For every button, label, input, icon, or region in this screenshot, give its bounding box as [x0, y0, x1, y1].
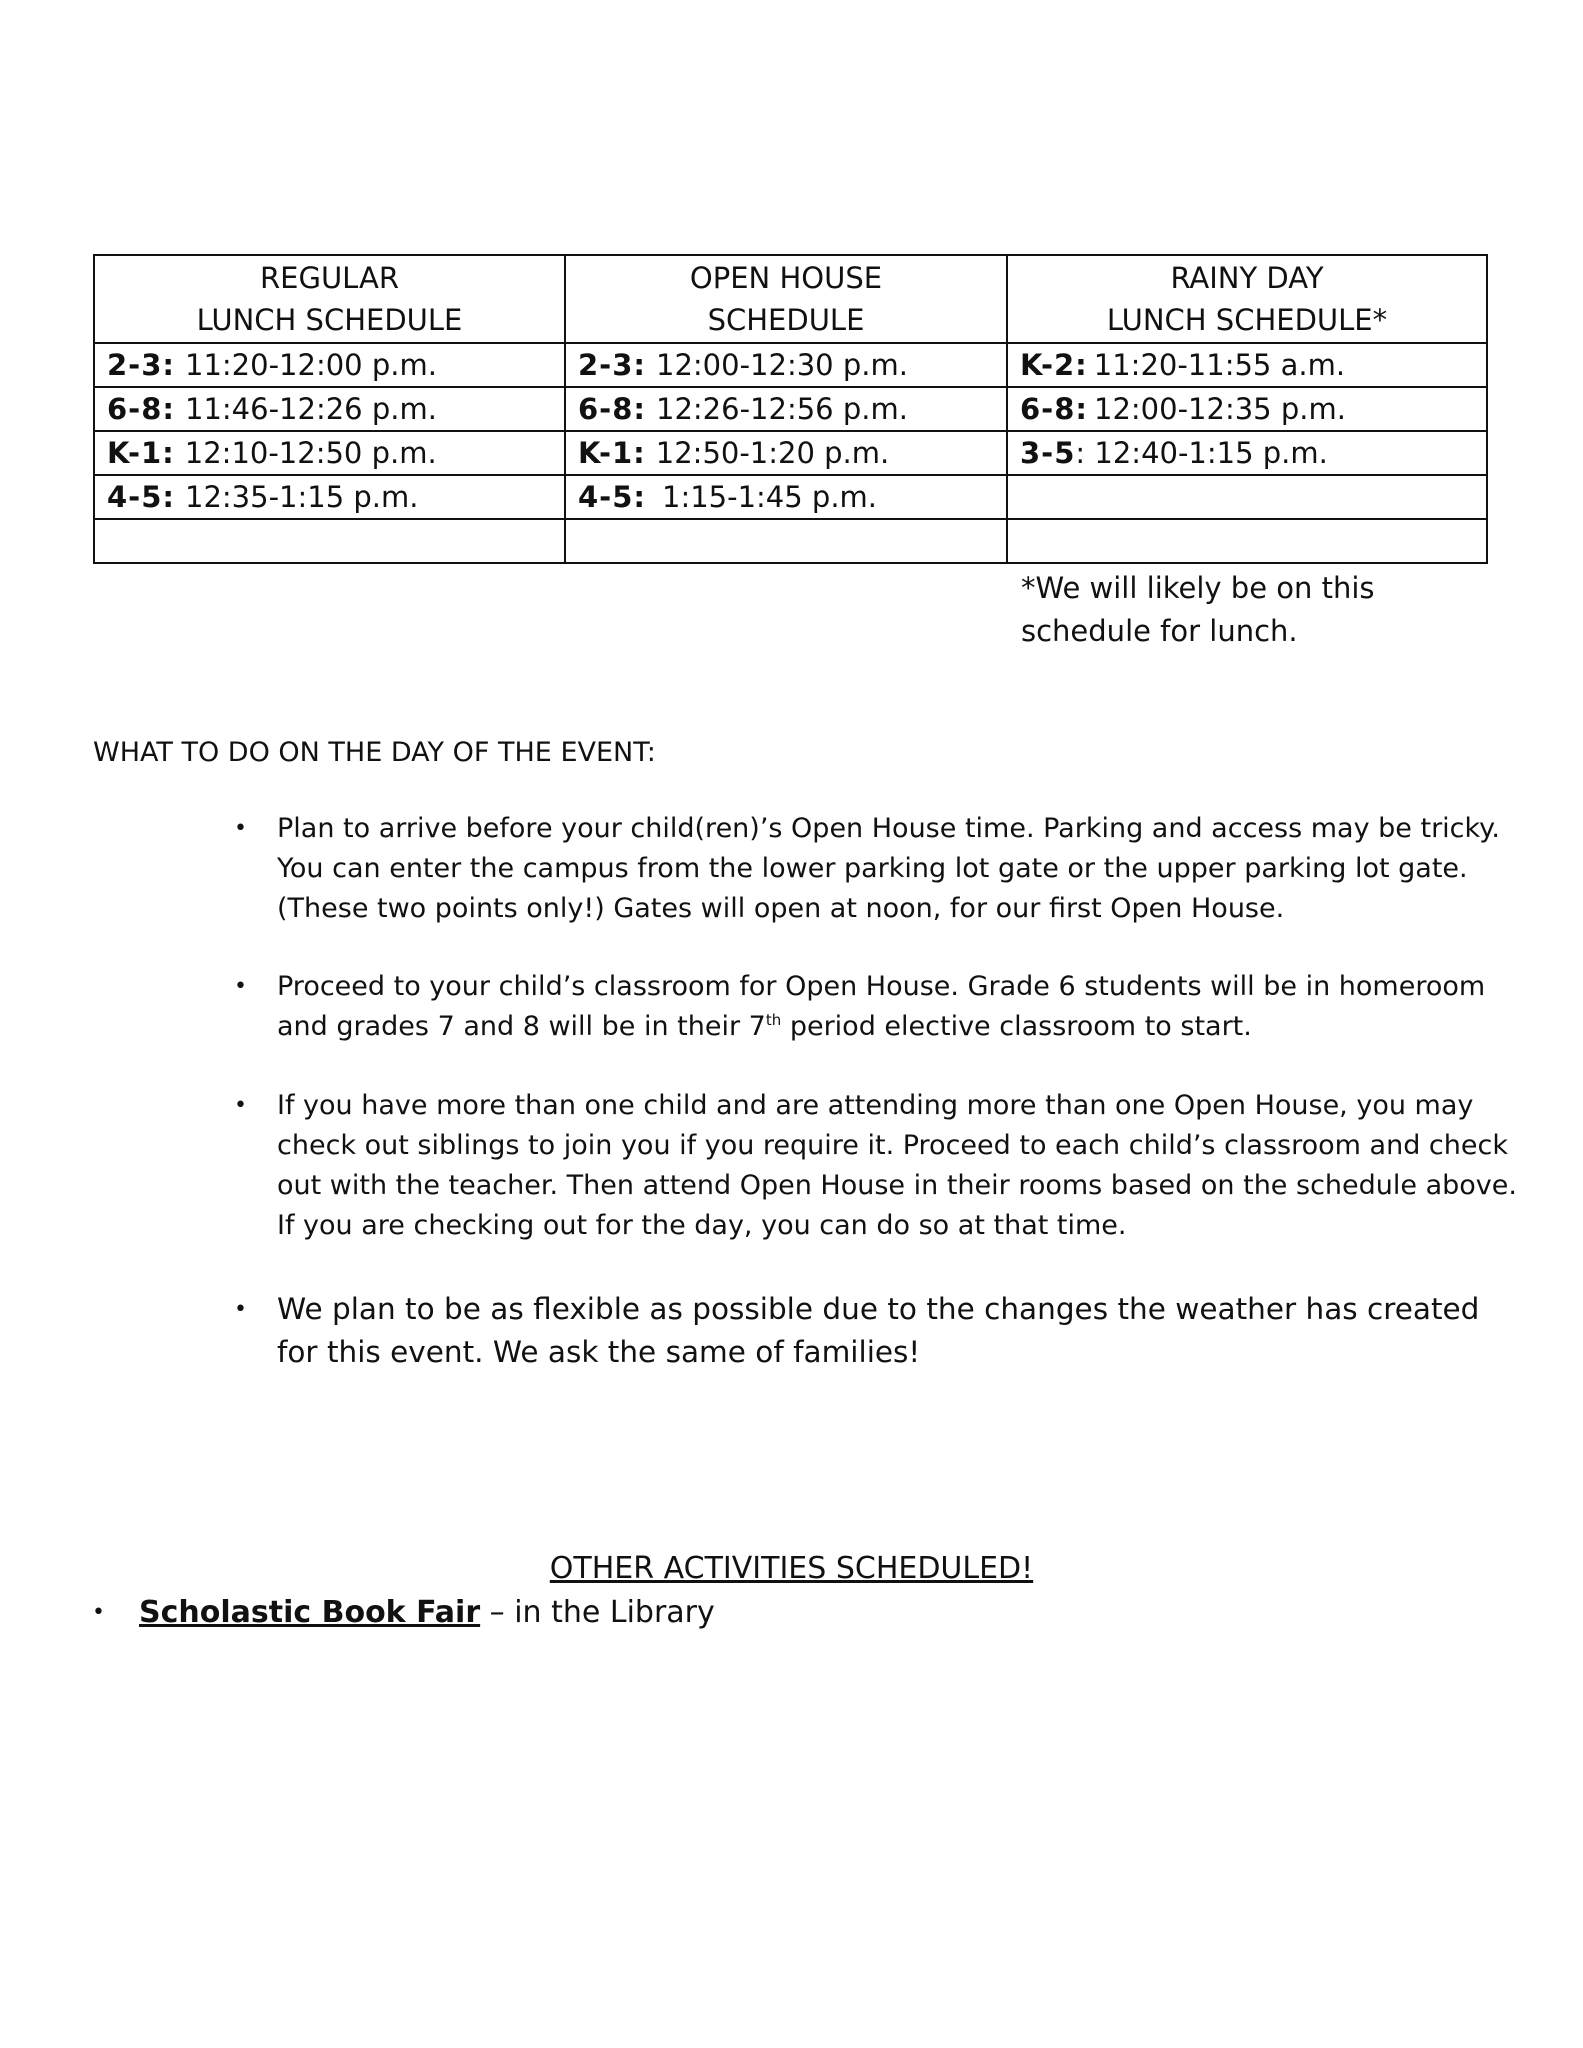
list-item: • If you have more than one child and are attending more than one Open House, you may check out siblings to join you if you require it. Proceed to each child’s classroom and check out with the teacher. Then attend Open House in their rooms based on the schedule above. If you are checking out for the day, you can do so at that time.: [277, 1086, 1502, 1246]
regular-lunch-header: REGULAR LUNCH SCHEDULE: [94, 255, 565, 343]
grade-label: 2-3:: [578, 348, 646, 382]
bullet-icon: •: [234, 1297, 247, 1322]
table-cell: [1007, 431, 1487, 475]
table-cell: [94, 431, 565, 475]
bullet-icon: •: [234, 974, 247, 999]
what-to-do-heading: WHAT TO DO ON THE DAY OF THE EVENT:: [93, 737, 656, 768]
grade-label: 6-8:: [578, 392, 646, 426]
rainy-day-footnote: *We will likely be on this schedule for lunch.: [1021, 571, 1375, 648]
time-range: 1:15-1:45 p.m.: [662, 480, 878, 514]
bullet-icon: •: [234, 816, 247, 841]
bullet-icon: •: [234, 1093, 247, 1118]
activity-name: Scholastic Book Fair: [139, 1595, 481, 1630]
table-cell: [565, 387, 1007, 431]
table-cell: [94, 475, 565, 519]
time-range: 12:00-12:35 p.m.: [1094, 392, 1346, 426]
time-range: 11:20-12:00 p.m.: [185, 348, 437, 382]
activity-detail: – in the Library: [480, 1595, 715, 1630]
time-range: 12:00-12:30 p.m.: [656, 348, 908, 382]
time-range: 11:20-11:55 a.m.: [1093, 348, 1346, 382]
grade-label: K-1:: [107, 436, 175, 470]
list-item: • We plan to be as flexible as possible due to the changes the weather has created for this event. We ask the same of families!: [277, 1288, 1502, 1374]
table-cell: [1007, 387, 1487, 431]
time-range: 12:50-1:20 p.m.: [655, 436, 890, 470]
grade-label: 4-5:: [578, 480, 646, 514]
open-house-header: OPEN HOUSE SCHEDULE: [565, 255, 1007, 343]
table-cell: [94, 519, 565, 563]
lunch-schedule-table: [93, 254, 1488, 564]
time-range: 12:35-1:15 p.m.: [185, 480, 419, 514]
table-cell: [94, 343, 565, 387]
list-item: • Plan to arrive before your child(ren)’s Open House time. Parking and access may be tricky. You can enter the campus from the lower parking lot gate or the upper parking lot gate. (These two points only!) Gates will open at noon, for our first Open House.: [277, 809, 1502, 929]
table-row: [94, 519, 1487, 563]
grade-label: 6-8:: [1020, 392, 1088, 426]
table-row: [94, 343, 1487, 387]
table-row: [94, 475, 1487, 519]
time-range: 12:10-12:50 p.m.: [184, 436, 437, 470]
grade-label: 3-5: [1020, 436, 1076, 470]
list-item: • Proceed to your child’s classroom for Open House. Grade 6 students will be in homeroom and grades 7 and 8 will be in their 7th period elective classroom to start.: [277, 967, 1502, 1047]
list-item: [92, 1591, 715, 1635]
other-activities-heading: OTHER ACTIVITIES SCHEDULED!: [549, 1551, 1034, 1586]
table-header-row: [94, 255, 1487, 343]
table-cell: [565, 431, 1007, 475]
table-cell: [1007, 519, 1487, 563]
time-range: : 12:40-1:15 p.m.: [1075, 436, 1328, 470]
grade-label: K-2:: [1020, 348, 1088, 382]
grade-label: 6-8:: [107, 392, 175, 426]
table-row: [94, 387, 1487, 431]
table-cell: [1007, 343, 1487, 387]
grade-label: 4-5:: [107, 480, 175, 514]
grade-label: 2-3:: [107, 348, 175, 382]
bullet-icon: •: [92, 1600, 105, 1625]
table-row: [94, 431, 1487, 475]
time-range: 11:46-12:26 p.m.: [185, 392, 437, 426]
table-cell: [565, 475, 1007, 519]
table-cell: [94, 387, 565, 431]
table-cell: [565, 343, 1007, 387]
grade-label: K-1:: [578, 436, 646, 470]
rainy-day-header: RAINY DAY LUNCH SCHEDULE*: [1007, 255, 1487, 343]
table-cell: [565, 519, 1007, 563]
table-cell: [1007, 475, 1487, 519]
time-range: 12:26-12:56 p.m.: [656, 392, 908, 426]
